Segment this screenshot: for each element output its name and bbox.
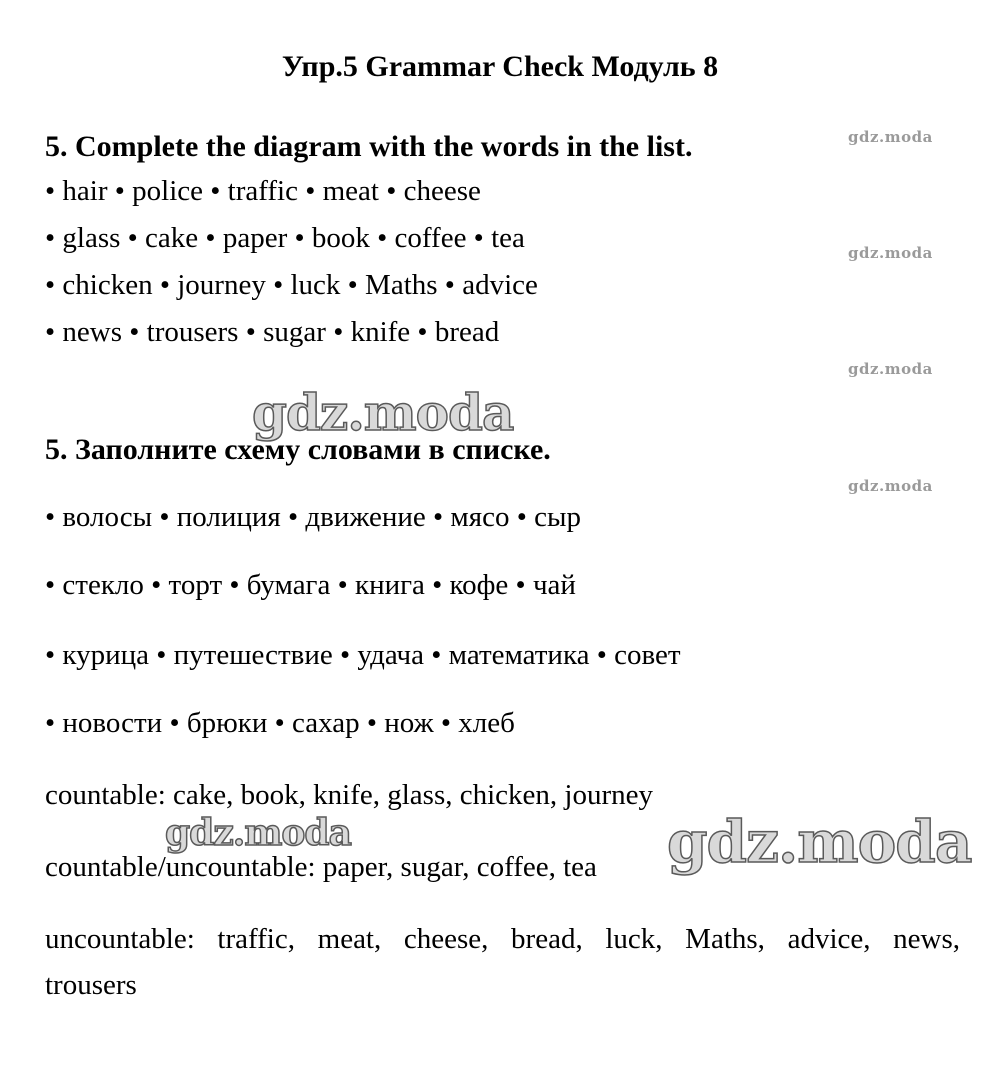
english-word-line: • news • trousers • sugar • knife • bread [45,316,500,348]
watermark-logo: gdz.moda [848,477,933,495]
watermark-logo: gdz.moda [848,128,933,146]
watermark-logo-large: gdz.moda [252,383,514,442]
answer-uncountable: uncountable: traffic, meat, cheese, bread, luck, Maths, advice, news, [45,923,960,955]
watermark-logo-medium: gdz.moda [165,812,351,854]
russian-word-line: • стекло • торт • бумага • книга • кофе • чай [45,569,576,601]
russian-word-line: • новости • брюки • сахар • нож • хлеб [45,707,515,739]
english-word-line: • hair • police • traffic • meat • cheese [45,175,481,207]
watermark-logo-large: gdz.moda [667,808,972,876]
russian-heading: 5. Заполните схему словами в списке. [45,433,551,466]
watermark-logo: gdz.moda [848,360,933,378]
answer-countable: countable: cake, book, knife, glass, chicken, journey [45,779,653,811]
answer-countable-uncountable: countable/uncountable: paper, sugar, coffee, tea [45,851,597,883]
russian-word-line: • волосы • полиция • движение • мясо • сыр [45,501,582,533]
page-title: Упр.5 Grammar Check Модуль 8 [281,50,719,83]
english-word-line: • chicken • journey • luck • Maths • advice [45,269,538,301]
russian-word-line: • курица • путешествие • удача • математика • совет [45,639,681,671]
watermark-logo: gdz.moda [848,244,933,262]
answer-uncountable-continued: trousers [45,969,137,1001]
english-word-line: • glass • cake • paper • book • coffee • tea [45,222,525,254]
english-heading: 5. Complete the diagram with the words in the list. [45,130,693,163]
